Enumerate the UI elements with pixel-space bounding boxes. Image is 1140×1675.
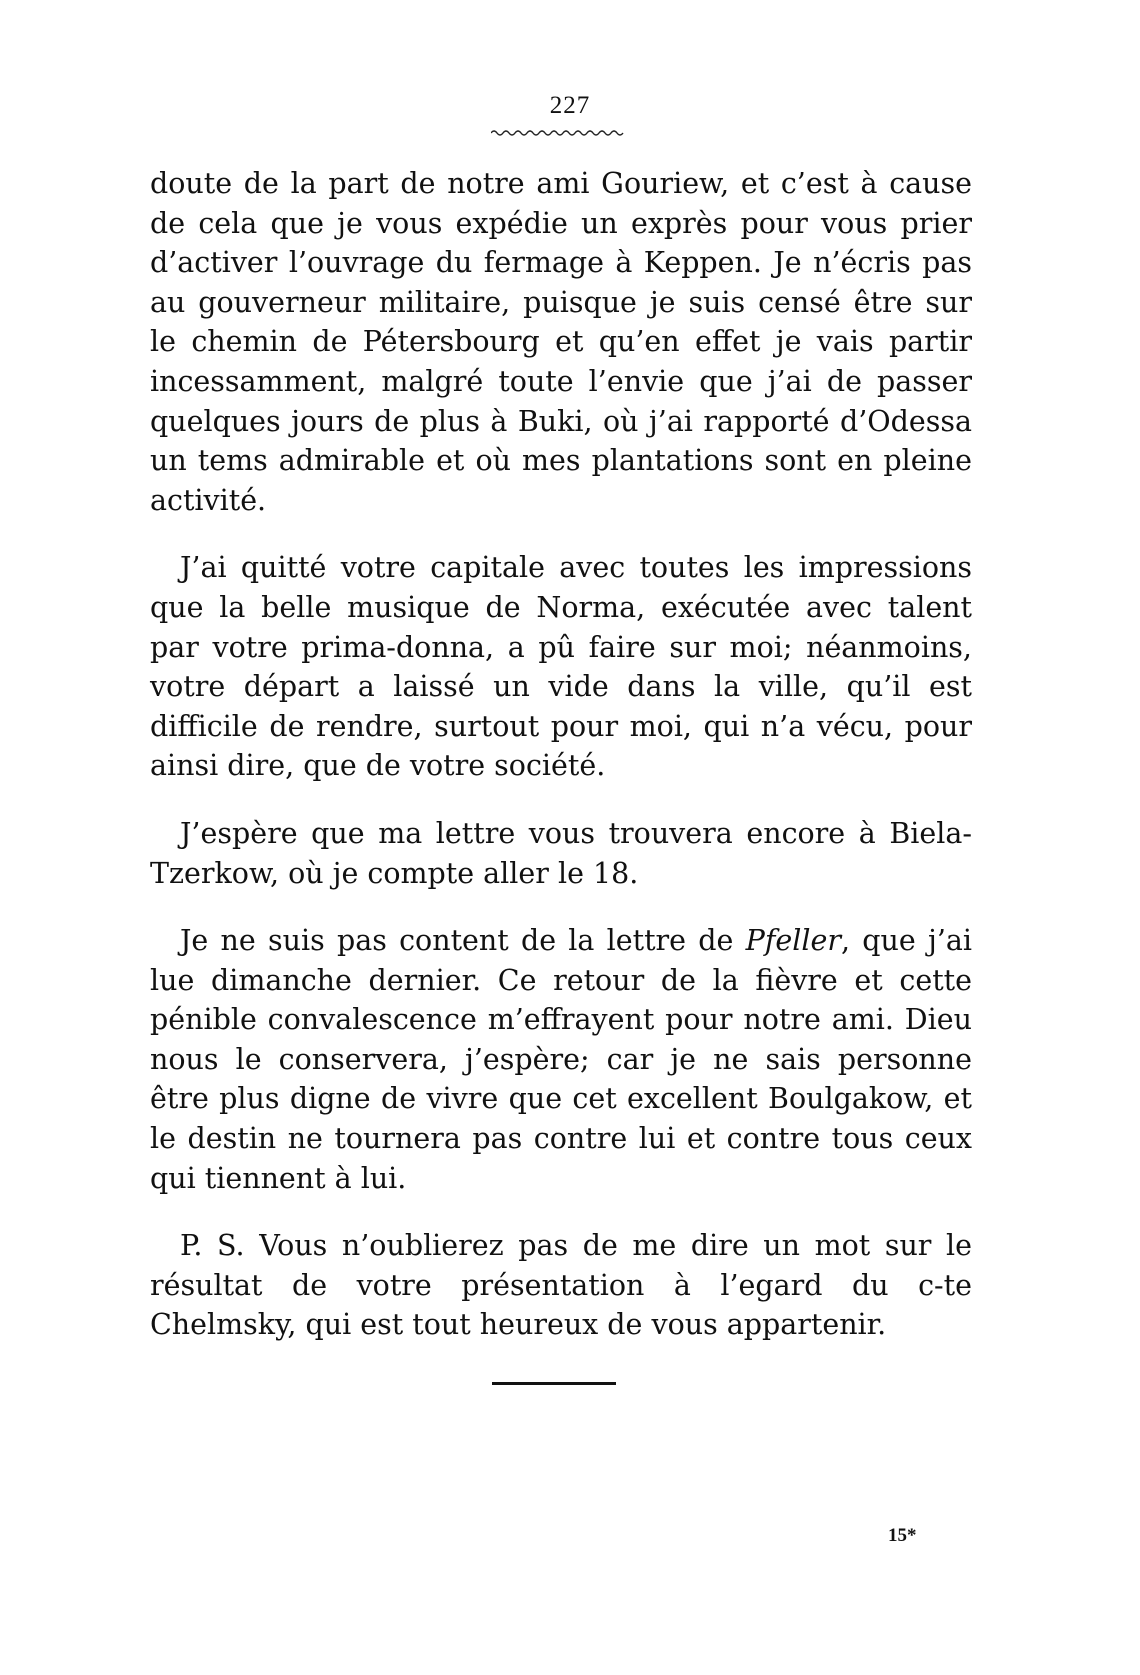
paragraph-3: J’espère que ma lettre vous trouvera encore à Biela-Tzerkow, où je compte aller le 18. (150, 816, 972, 890)
signature-mark: 15* (888, 1525, 917, 1546)
paragraph-postscript: P. S. Vous n’oublierez pas de me dire un mot sur le résultat de votre présentation à l’egard du c-te Chelmsky, qui est tout heureux de vous appartenir. (150, 1229, 972, 1342)
page-number: 227 (549, 92, 591, 119)
paragraph-4 (150, 921, 972, 1198)
decorative-wavy-rule (491, 129, 625, 137)
paragraph-1: doute de la part de notre ami Gouriew, et c’est à cause de cela que je vous expédie un exprès pour vous prier d’activer l’ouvrage du fermage à Keppen. Je n’écris pas au gouverneur militaire, puisque je suis censé être sur le chemin de Pétersbourg et qu’en effet je vais partir incessamment, malgré toute l’envie que j’ai de passer quelques jours de plus à Buki, où j’ai rapporté d’Odessa un tems admirable et où mes plantations sont en pleine activité. (150, 167, 972, 517)
letter-body (150, 164, 972, 1373)
paragraph-4-text-after: , que j’ai lue dimanche dernier. Ce retour de la fièvre et cette pénible convalescence m’effrayent pour notre ami. Dieu nous le conservera, j’espère; car je ne sais personne être plus digne de vivre que cet excellent Boulgakow, et le destin ne tournera pas contre lui et contre tous ceux qui tiennent à lui. (150, 924, 972, 1195)
paragraph-4-text-before: Je ne suis pas content de la lettre de (180, 924, 746, 958)
paragraph-2: J’ai quitté votre capitale avec toutes les impressions que la belle musique de Norma, exécutée avec talent par votre prima-donna, a pû faire sur moi; néanmoins, votre départ a laissé un vide dans la ville, qu’il est difficile de rendre, surtout pour moi, qui n’a vécu, pour ainsi dire, que de votre société. (150, 551, 972, 783)
paragraph-4-italic-name: Pfeller (745, 924, 841, 958)
closing-rule (492, 1382, 616, 1385)
